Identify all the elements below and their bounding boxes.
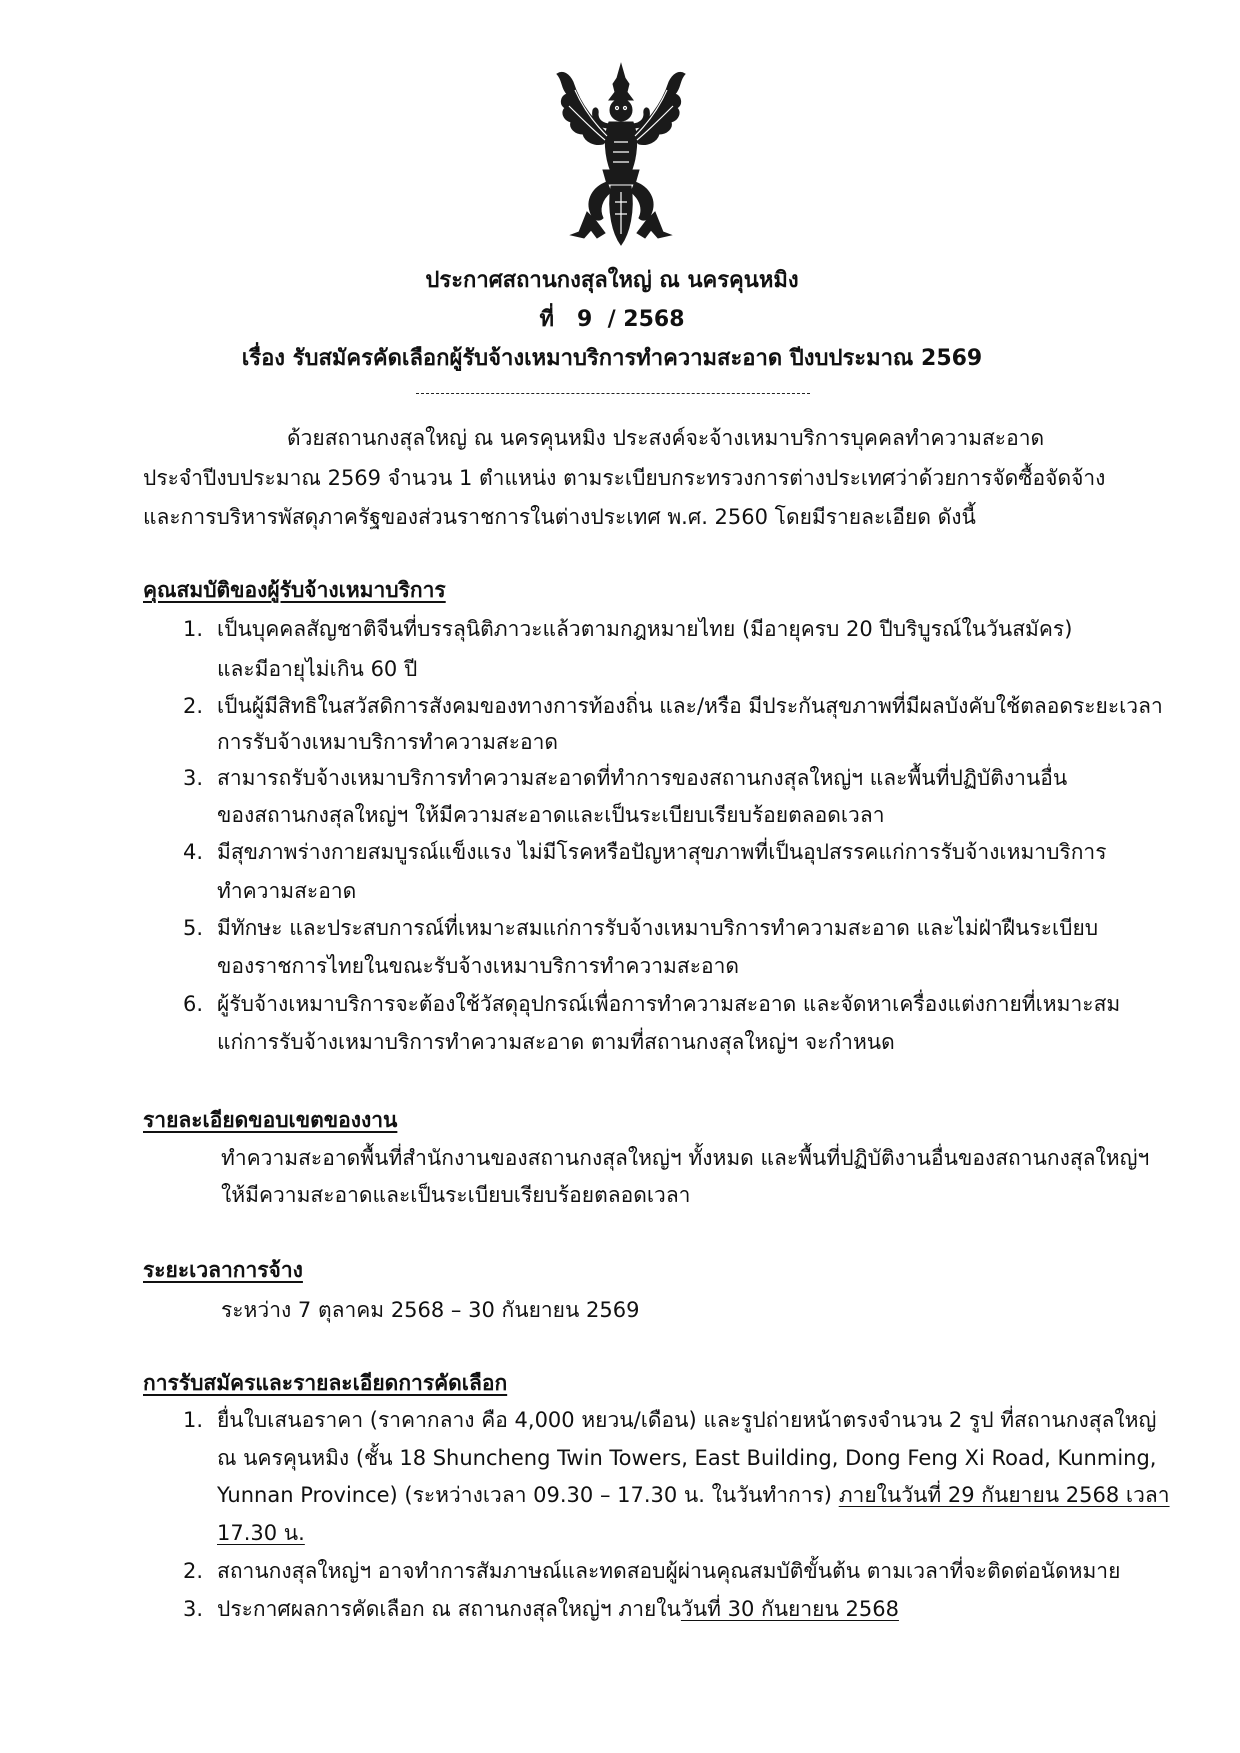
header-divider xyxy=(416,393,810,394)
list-item-text: มีทักษะ และประสบการณ์ที่เหมาะสมแก่การรับจ้างเหมาบริการทำความสะอาด และไม่ฝ่าฝืนระเบียบ xyxy=(217,916,1099,940)
deadline-text: ภายในวันที่ 29 กันยายน 2568 เวลา xyxy=(838,1483,1170,1507)
emblem-torso xyxy=(605,122,636,172)
list-item-text: ของสถานกงสุลใหญ่ฯ ให้มีความสะอาดและเป็นระเบียบเรียบร้อยตลอดเวลา xyxy=(217,803,885,827)
announcement-subject: เรื่อง รับสมัครคัดเลือกผู้รับจ้างเหมาบริการทำความสะอาด ปีงบประมาณ 2569 xyxy=(241,346,983,371)
emblem-head xyxy=(610,99,632,121)
list-item-text: การรับจ้างเหมาบริการทำความสะอาด xyxy=(217,730,559,754)
list-item-text: สถานกงสุลใหญ่ฯ อาจทำการสัมภาษณ์และทดสอบผู้ผ่านคุณสมบัติขั้นต้น ตามเวลาที่จะติดต่อนัดหมาย xyxy=(217,1559,1121,1583)
list-item-text: เป็นบุคคลสัญชาติจีนที่บรรลุนิติภาวะแล้วตามกฎหมายไทย (มีอายุครบ 20 ปีบริบูรณ์ในวันสมัคร) xyxy=(217,617,1073,641)
list-item-text: เป็นผู้มีสิทธิในสวัสดิการสังคมของทางการท้องถิ่น และ/หรือ มีประกันสุขภาพที่มีผลบังคับใช้ตลอดระยะเวลา xyxy=(217,694,1163,718)
garuda-emblem xyxy=(551,62,691,247)
list-item-text: และมีอายุไม่เกิน 60 ปี xyxy=(217,657,418,681)
list-number: 3. xyxy=(183,1597,204,1621)
list-item-line xyxy=(217,1480,1170,1510)
list-item-text: ของราชการไทยในขณะรับจ้างเหมาบริการทำความสะอาด xyxy=(217,954,740,978)
list-number: 5. xyxy=(183,916,204,940)
list-item-text: สามารถรับจ้างเหมาบริการทำความสะอาดที่ทำการของสถานกงสุลใหญ่ฯ และพื้นที่ปฏิบัติงานอื่น xyxy=(217,766,1068,790)
list-item-text: มีสุขภาพร่างกายสมบูรณ์แข็งแรง ไม่มีโรคหรือปัญหาสุขภาพที่เป็นอุปสรรคแก่การรับจ้างเหมาบริการ xyxy=(217,840,1107,864)
emblem-left-leg xyxy=(589,182,611,220)
intro-line: ประจำปีงบประมาณ 2569 จำนวน 1 ตำแหน่ง ตามระเบียบกระทรวงการต่างประเทศว่าด้วยการจัดซื้อจัดจ้าง xyxy=(143,466,1106,490)
list-number: 2. xyxy=(183,1559,204,1583)
intro-line: และการบริหารพัสดุภาครัฐของส่วนราชการในต่างประเทศ พ.ศ. 2560 โดยมีรายละเอียด ดังนี้ xyxy=(143,505,976,529)
list-number: 1. xyxy=(183,617,204,641)
announcement-number: ที่ 9 / 2568 xyxy=(539,307,685,332)
emblem-belt xyxy=(603,170,639,184)
emblem-right-leg xyxy=(631,182,653,220)
list-item-text: ทำความสะอาด xyxy=(217,879,357,903)
list-item-text: ณ นครคุนหมิง (ชั้น 18 Shuncheng Twin Towers, East Building, Dong Feng Xi Road, Kunming, xyxy=(217,1446,1157,1470)
list-number: 4. xyxy=(183,840,204,864)
list-number: 2. xyxy=(183,694,204,718)
list-item-line xyxy=(217,1518,305,1548)
qualifications-heading: คุณสมบัติของผู้รับจ้างเหมาบริการ xyxy=(143,578,446,602)
list-item-text: ยื่นใบเสนอราคา (ราคากลาง คือ 4,000 หยวน/เดือน) และรูปถ่ายหน้าตรงจำนวน 2 รูป ที่สถานกงสุลใหญ่ xyxy=(217,1408,1157,1432)
list-number: 1. xyxy=(183,1408,204,1432)
announcement-title: ประกาศสถานกงสุลใหญ่ ณ นครคุนหมิง xyxy=(425,268,799,293)
period-text: ระหว่าง 7 ตุลาคม 2568 – 30 กันยายน 2569 xyxy=(221,1298,640,1322)
intro-line: ด้วยสถานกงสุลใหญ่ ณ นครคุนหมิง ประสงค์จะจ้างเหมาบริการบุคคลทำความสะอาด xyxy=(287,426,1045,450)
period-heading: ระยะเวลาการจ้าง xyxy=(143,1258,303,1282)
deadline-text: 17.30 น. xyxy=(217,1521,305,1545)
emblem-left-wing xyxy=(557,72,611,144)
list-item-line xyxy=(217,1594,899,1624)
list-number: 3. xyxy=(183,766,204,790)
list-number: 6. xyxy=(183,992,204,1016)
scope-text: ทำความสะอาดพื้นที่สำนักงานของสถานกงสุลใหญ่ฯ ทั้งหมด และพื้นที่ปฏิบัติงานอื่นของสถานกงสุลใหญ่ฯ xyxy=(221,1146,1150,1170)
application-heading: การรับสมัครและรายละเอียดการคัดเลือก xyxy=(143,1371,508,1395)
list-item-text: Yunnan Province) (ระหว่างเวลา 09.30 – 17.30 น. ในวันทำการ) xyxy=(217,1483,839,1507)
list-item-text: ประกาศผลการคัดเลือก ณ สถานกงสุลใหญ่ฯ ภายใน xyxy=(217,1597,681,1621)
list-item-text: แก่การรับจ้างเหมาบริการทำความสะอาด ตามที่สถานกงสุลใหญ่ฯ จะกำหนด xyxy=(217,1030,895,1054)
deadline-text: วันที่ 30 กันยายน 2568 xyxy=(680,1597,899,1621)
emblem-crown xyxy=(609,64,633,100)
list-item-text: ผู้รับจ้างเหมาบริการจะต้องใช้วัสดุอุปกรณ์เพื่อการทำความสะอาด และจัดหาเครื่องแต่งกายที่เหมาะสม xyxy=(217,992,1121,1016)
emblem-right-wing xyxy=(631,72,685,144)
scope-text: ให้มีความสะอาดและเป็นระเบียบเรียบร้อยตลอดเวลา xyxy=(221,1183,691,1207)
scope-heading: รายละเอียดขอบเขตของงาน xyxy=(143,1108,398,1132)
